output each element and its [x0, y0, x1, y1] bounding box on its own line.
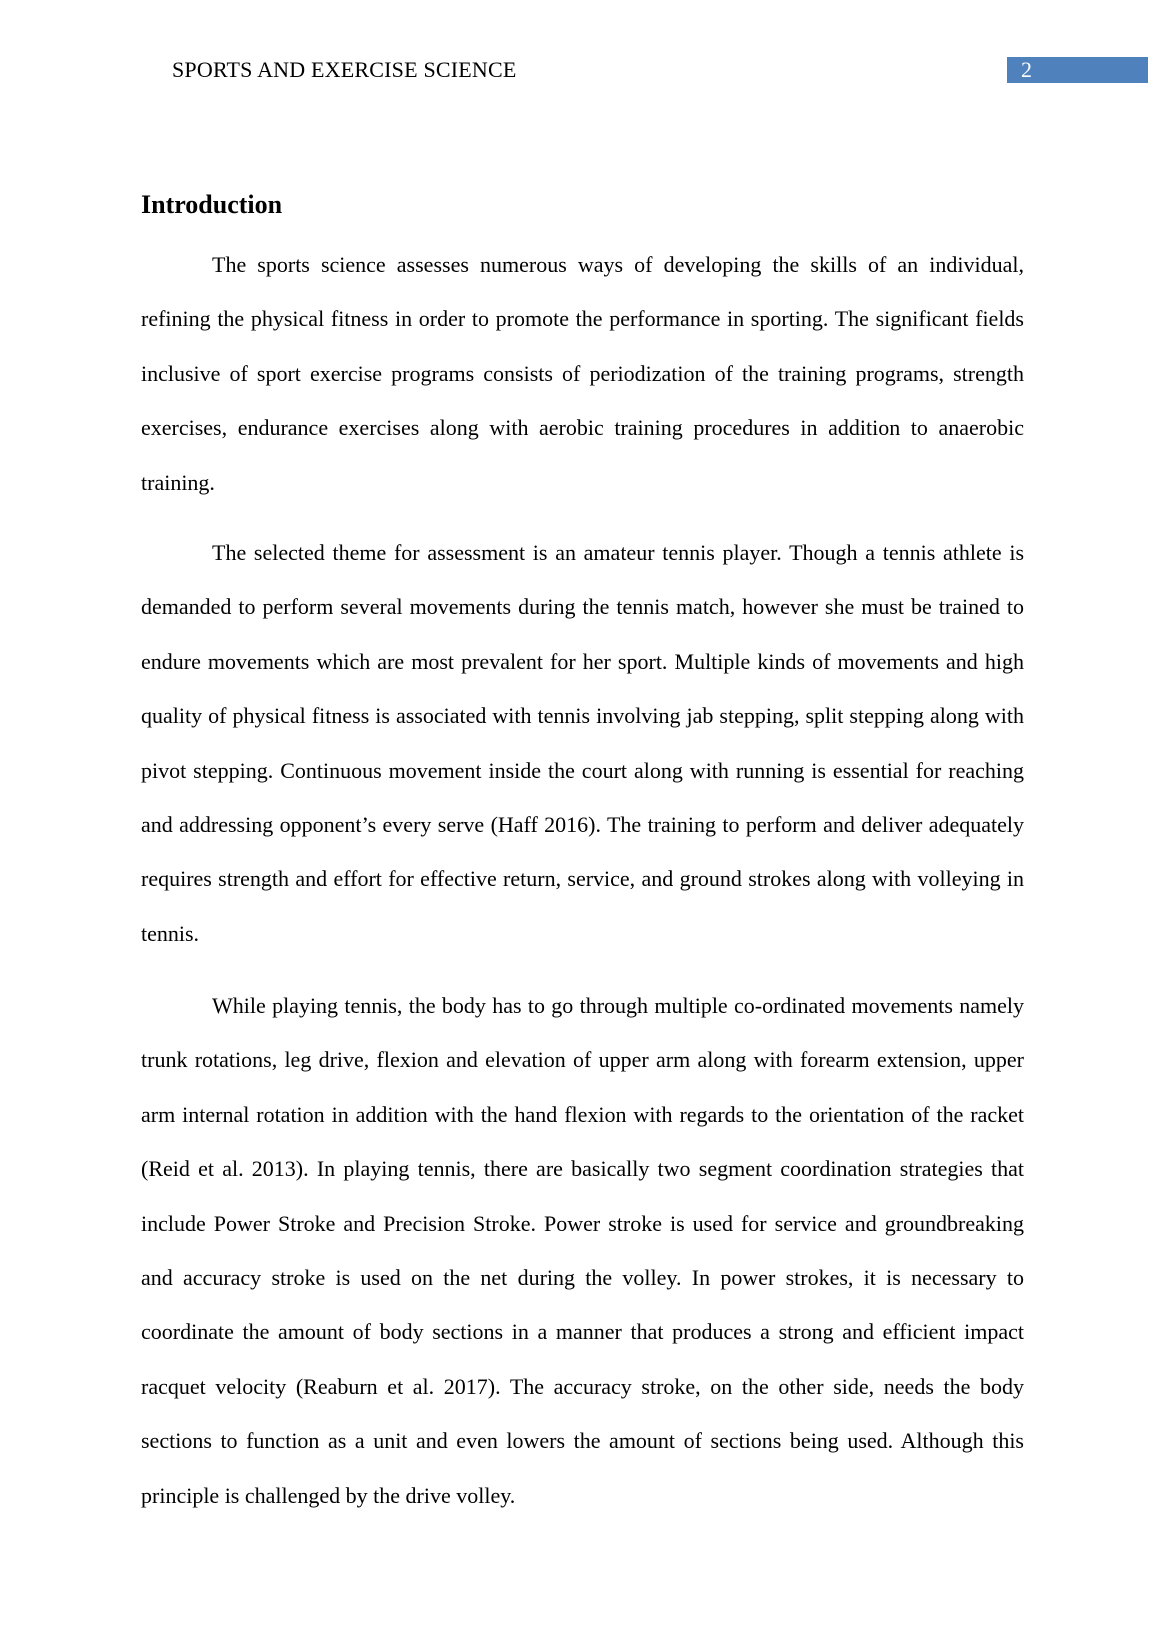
paragraph-3: While playing tennis, the body has to go through multiple co-ordinated movements namely trunk rotations, leg drive, flexion and elevation of upper arm along with forearm extension, upper arm internal rotation in addition with the hand flexion with regards to the orientation of the racket (Reid et al. 2013). In playing tennis, there are basically two segment coordination strategies that include Power Stroke and Precision Stroke. Power stroke is used for service and groundbreaking and accuracy stroke is used on the net during the volley. In power strokes, it is necessary to coordinate the amount of body sections in a manner that produces a strong and efficient impact racquet velocity (Reaburn et al. 2017). The accuracy stroke, on the other side, needs the body sections to function as a unit and even lowers the amount of sections being used. Although this principle is challenged by the drive volley. [141, 993, 1024, 1508]
section-heading: Introduction [141, 190, 283, 219]
page-number-box [1007, 57, 1148, 83]
running-header-title: SPORTS AND EXERCISE SCIENCE [172, 57, 517, 82]
paragraph-1: The sports science assesses numerous ways of developing the skills of an individual, refining the physical fitness in order to promote the performance in sporting. The significant fields inclusive of sport exercise programs consists of periodization of the training programs, strength exercises, endurance exercises along with aerobic training procedures in addition to anaerobic training. [141, 252, 1024, 495]
paragraph-2: The selected theme for assessment is an amateur tennis player. Though a tennis athlete is demanded to perform several movements during the tennis match, however she must be trained to endure movements which are most prevalent for her sport. Multiple kinds of movements and high quality of physical fitness is associated with tennis involving jab stepping, split stepping along with pivot stepping. Continuous movement inside the court along with running is essential for reaching and addressing opponent’s every serve (Haff 2016). The training to perform and deliver adequately requires strength and effort for effective return, service, and ground strokes along with volleying in tennis. [141, 540, 1024, 946]
page-number: 2 [1021, 57, 1032, 82]
